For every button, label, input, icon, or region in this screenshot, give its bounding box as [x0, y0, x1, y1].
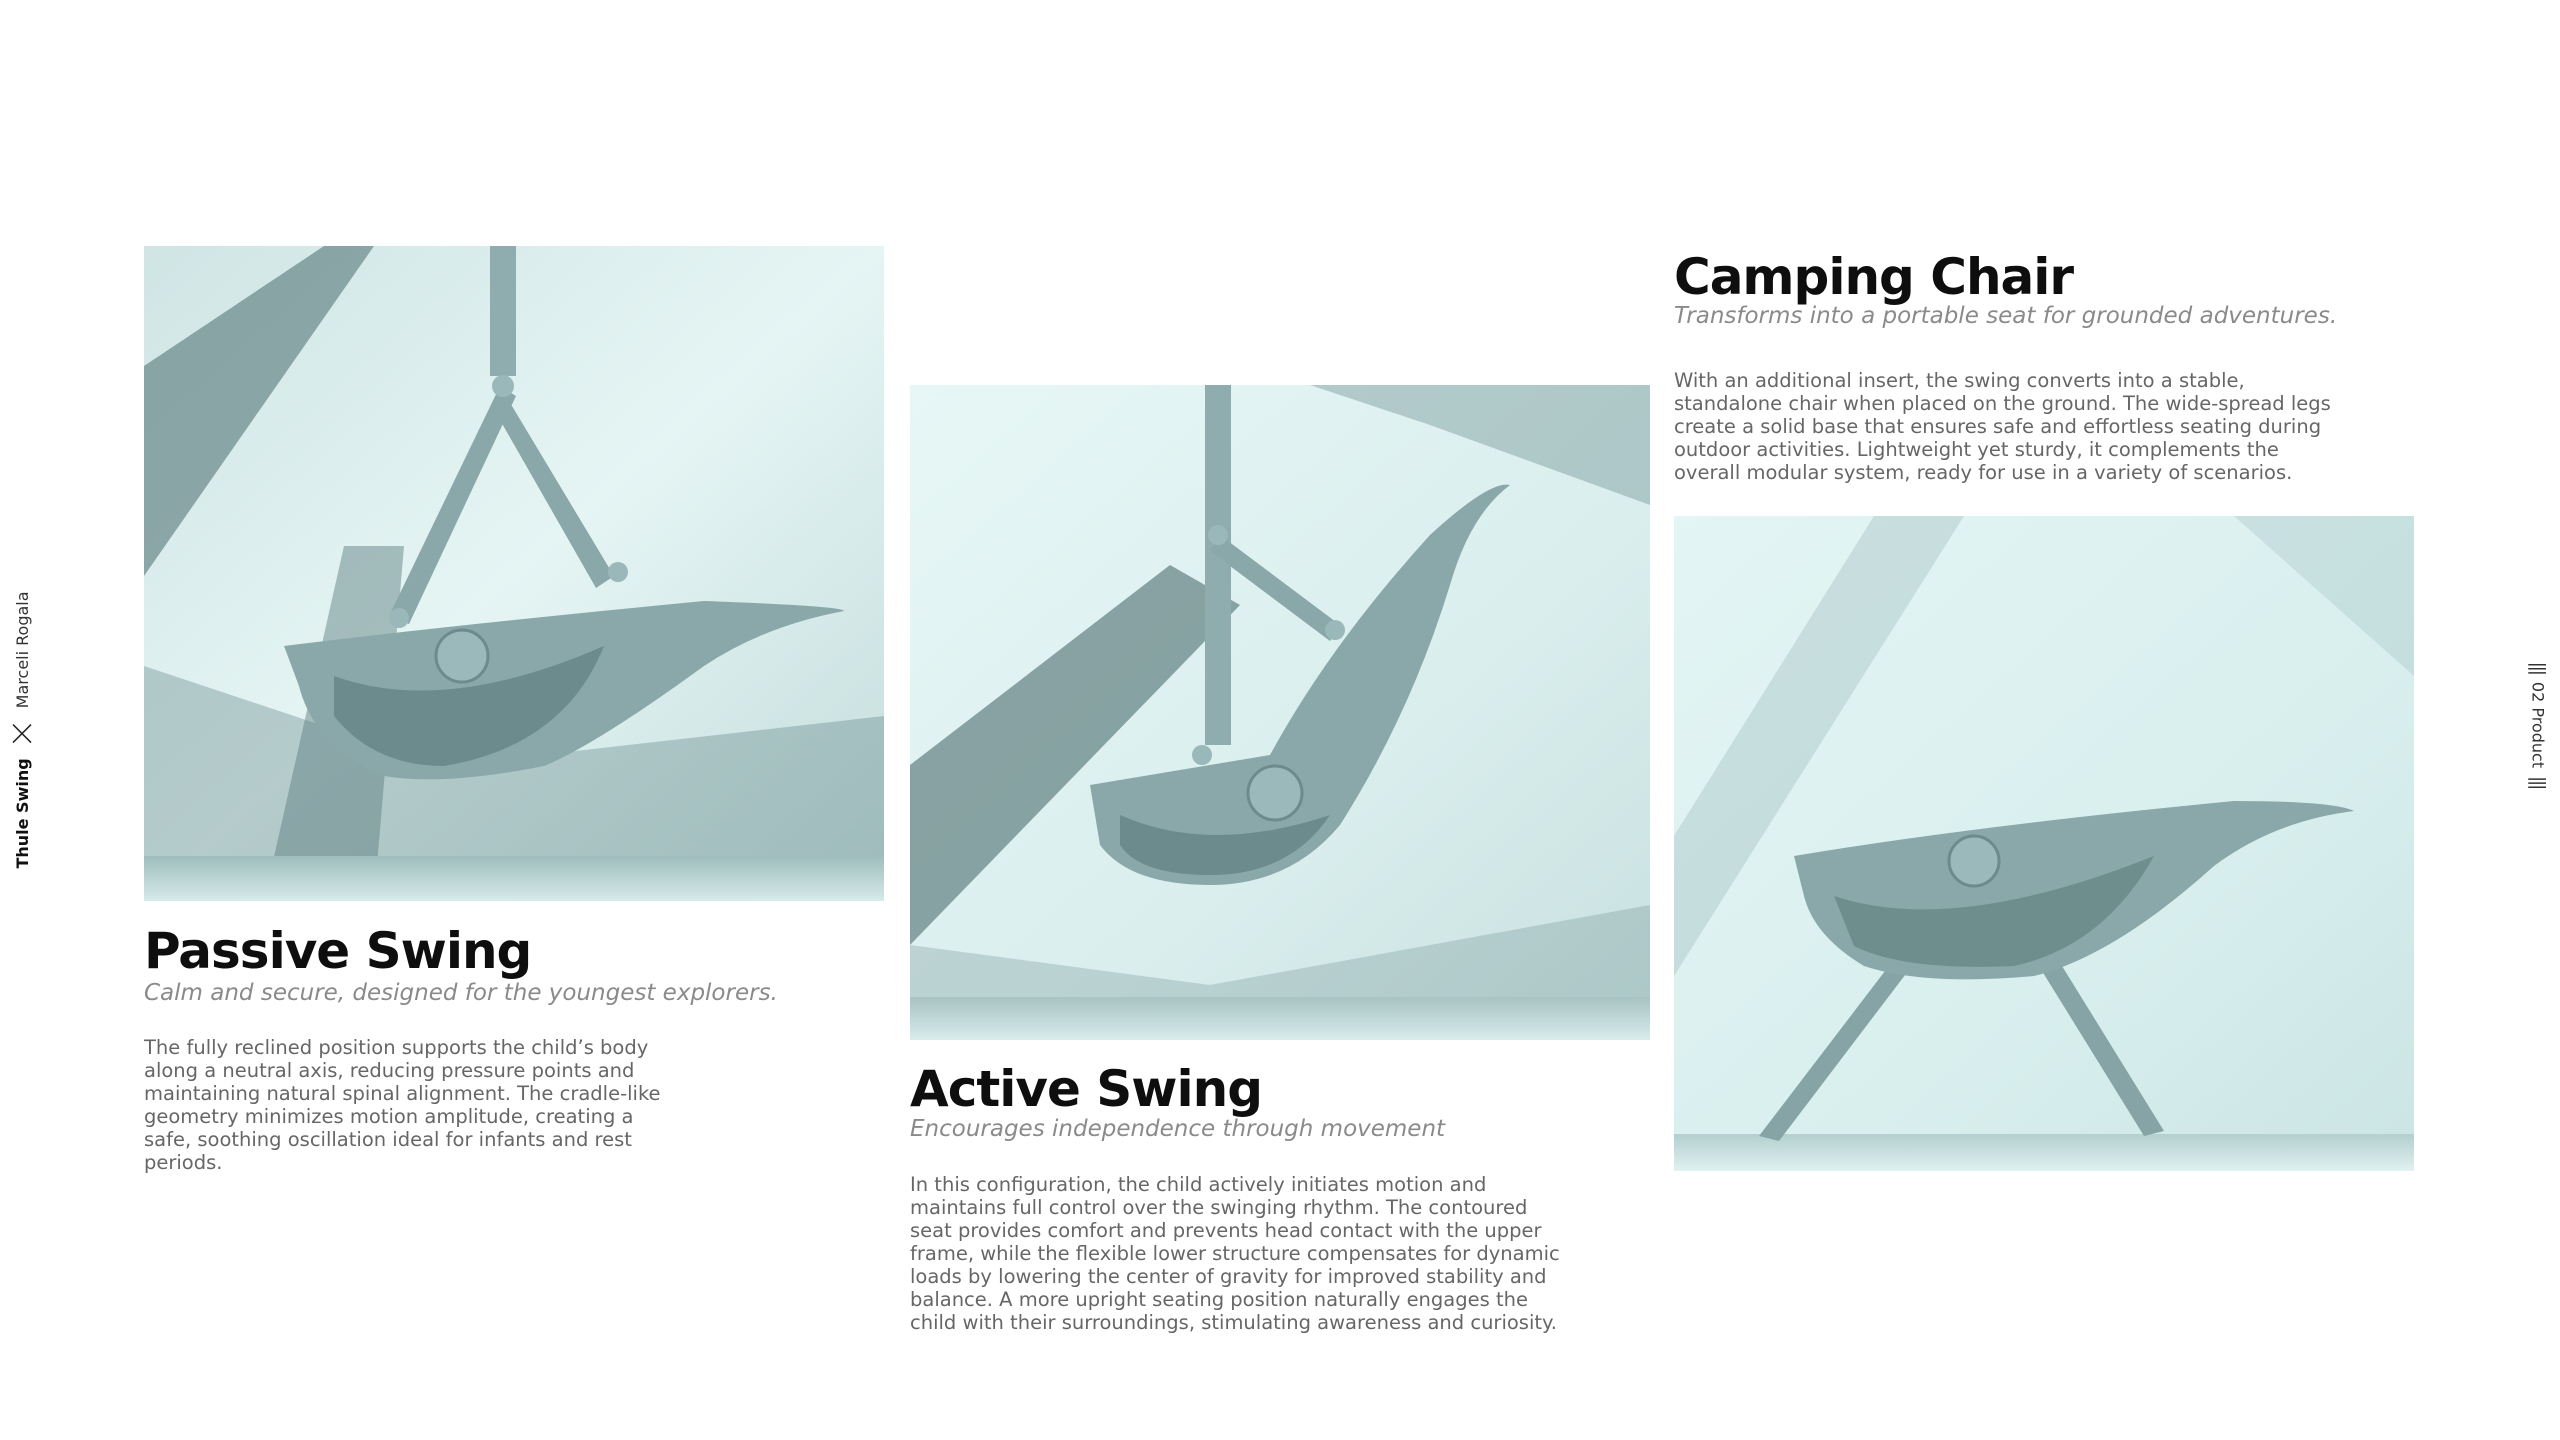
active-swing-subtitle: Encourages independence through movement: [910, 1116, 1446, 1142]
active-swing-image: [910, 385, 1650, 1040]
section-label: 02 Product: [2528, 681, 2548, 769]
project-name: Thule Swing: [12, 758, 32, 869]
passive-swing-title: Passive Swing: [144, 922, 532, 980]
close-x-icon: [11, 722, 33, 744]
passive-swing-subtitle: Calm and secure, designed for the youngest explorers.: [144, 980, 778, 1006]
bars-icon: |||: [2527, 776, 2549, 789]
side-label-left: [0, 590, 44, 870]
side-label-right: [2516, 650, 2560, 800]
camping-chair-image: [1674, 516, 2414, 1171]
active-swing-title: Active Swing: [910, 1060, 1263, 1118]
author-name: Marceli Rogala: [12, 591, 32, 709]
camping-chair-description: With an additional insert, the swing converts into a stable, standalone chair when placed on the ground. The wide-spread legs create a solid base that ensures safe and effortless seating during outdoor activities. Lightweight yet sturdy, it complements the overall modular system, ready for use in a variety of scenarios.: [1674, 369, 2331, 484]
passive-swing-image: [144, 246, 884, 901]
passive-swing-description: The fully reclined position supports the child’s body along a neutral axis, reducing pressure points and maintaining natural spinal alignment. The cradle-like geometry minimizes motion amplitude, creating a safe, soothing oscillation ideal for infants and rest periods.: [144, 1036, 661, 1174]
bars-icon: |||: [2527, 661, 2549, 674]
camping-chair-title: Camping Chair: [1674, 248, 2074, 306]
camping-chair-subtitle: Transforms into a portable seat for grounded adventures.: [1674, 303, 2338, 329]
active-swing-description: In this configuration, the child actively initiates motion and maintains full control over the swinging rhythm. The contoured seat provides comfort and prevents head contact with the upper frame, while the flexible lower structure compensates for dynamic loads by lowering the center of gravity for improved stability and balance. A more upright seating position naturally engages the child with their surroundings, stimulating awareness and curiosity.: [910, 1173, 1560, 1334]
